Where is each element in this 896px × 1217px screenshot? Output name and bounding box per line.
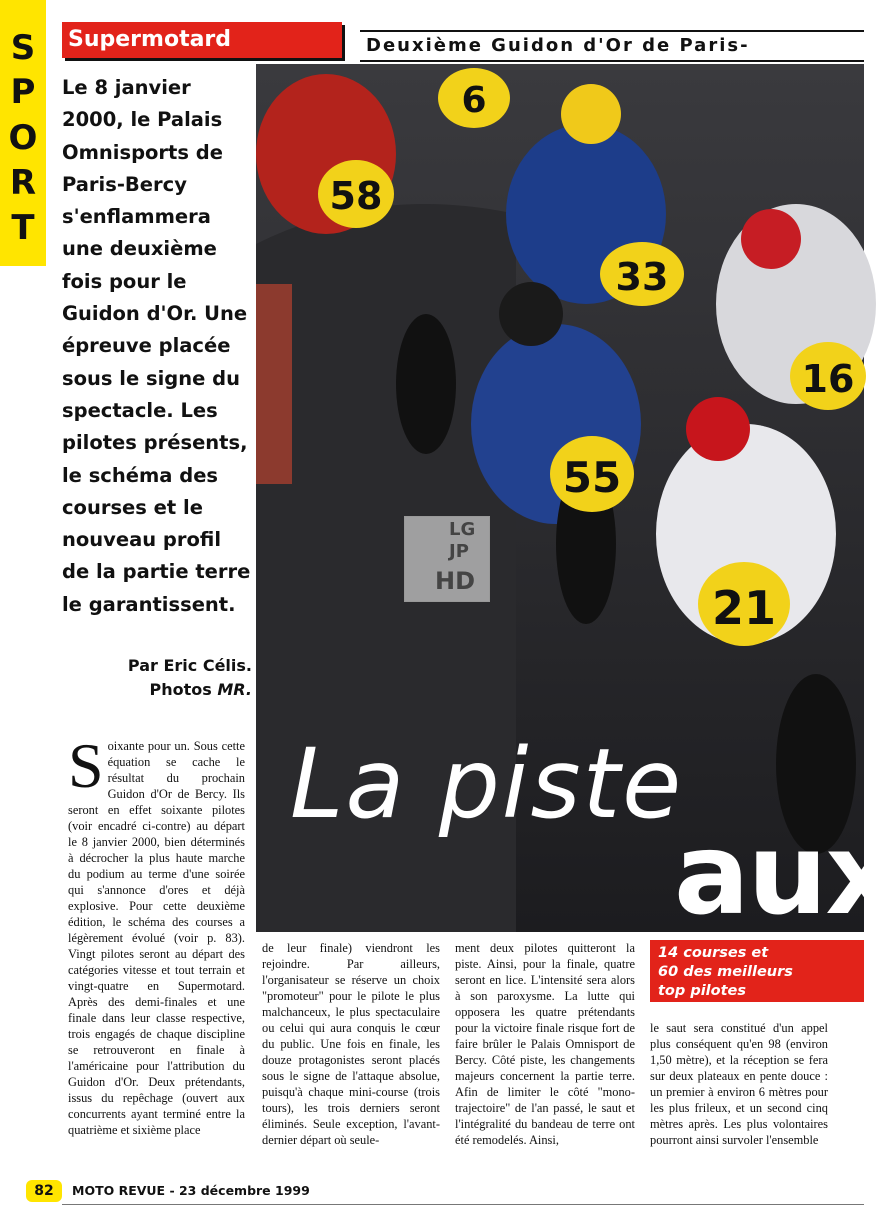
number-plate — [600, 242, 684, 306]
section-side-tab — [0, 0, 46, 266]
footer-publication: MOTO REVUE - 23 décembre 1999 — [72, 1183, 310, 1198]
side-tab-letter: O — [8, 118, 38, 158]
number-plate — [550, 436, 634, 512]
body-column-2: de leur finale) viendront les rejoindre. Par ailleurs, l'organisateur se réserve un choix "promoteur" pour le pilote le plus malchanceux, le plus spectaculaire ou celui qui aura conquis le cœur du public. Une fois en finale, les douze protagonistes seront placés sous le signe de l'attaque absolue, puisqu'à chaque mini-course (trois tours), les trois derniers seront éliminés. Seule exception, l'avant-dernier départ où seule- — [262, 941, 440, 1147]
number-plate — [438, 68, 510, 128]
byline-photos-credit: MR. — [217, 680, 252, 699]
plate-number: 33 — [615, 255, 669, 299]
lead-paragraph: Le 8 janvier 2000, le Palais Omnisports de Paris-Bercy s'enflammera une deuxième fois pour le Guidon d'Or. Une épreuve placée sous le signe du spectacle. Les pilotes présents, le schéma des courses et le nouveau profil de la partie terre le garantissent. — [62, 76, 251, 616]
body-column-4: le saut sera constitué d'un appel plus conséquent qu'en 98 (environ 1,50 mètre), et la réception se fera sur deux plateaux en pente douce : un premier à environ 6 mètres pour les plus frileux, et un second cinq mètres après. Les plus volontaires pourront ainsi survoler l'ensemble — [650, 1021, 828, 1147]
number-plate — [790, 342, 866, 410]
watermark-line: JP — [449, 541, 469, 562]
headline-bar — [360, 30, 864, 62]
side-tab-letter: P — [10, 72, 36, 112]
article-title-line1: La piste — [290, 728, 684, 840]
helmet — [499, 282, 563, 346]
number-plate — [318, 160, 394, 228]
plate-number: 55 — [562, 453, 622, 502]
helmet — [686, 397, 750, 461]
number-plate — [698, 562, 790, 646]
side-tab-letter: T — [11, 208, 35, 248]
helmet — [561, 84, 621, 144]
section-label: Supermotard — [62, 22, 342, 58]
byline-photos-label: Photos — [149, 680, 212, 699]
drop-cap: S — [68, 730, 104, 801]
wheel — [396, 314, 456, 454]
footer-rule — [62, 1204, 864, 1205]
side-tab-letter: R — [9, 163, 37, 203]
plate-number: 16 — [801, 357, 855, 401]
byline-photos — [62, 678, 252, 702]
byline-author: Par Eric Célis. — [127, 656, 252, 675]
byline — [62, 654, 252, 702]
body-column-1-text: oixante pour un. Sous cette équation se cache le résultat du prochain Guidon d'Or de Bercy. Ils seront en effet soixante pilotes (voir encadré ci-contre) au départ le 8 janvier 2000, bien déterminés à décrocher la plus haute marche du podium au terme d'une soirée qui s'annonce d'ores et déjà explosive. Pour cette deuxième édition, le schéma des courses a légèrement évolué (voir p. 83). Vingt pilotes seront au départ des catégories vitesse et tout terrain et vingt-quatre en Supermotard. Après des demi-finales et une finale dans leur classe respective, trois engagés de chaque discipline se retrouveront en finale à l'américaine pour l'attribution du Guidon d'Or. Deux prétendants, issus du repêchage (ouvert aux concurrents ayant terminé entre la quatrième et sixième place — [68, 739, 245, 1137]
sidebar-box-line: 60 des meilleurs — [658, 964, 793, 980]
article-title-line2: aux — [674, 810, 896, 940]
plate-number: 21 — [711, 581, 777, 635]
headline-text: Deuxième Guidon d'Or de Paris- — [366, 35, 750, 56]
plate-number: 6 — [461, 80, 487, 121]
helmet — [741, 209, 801, 269]
sidebar-box-line: top pilotes — [658, 983, 746, 999]
body-column-1 — [68, 730, 245, 1138]
sidebar-box-line: 14 courses et — [658, 945, 769, 961]
watermark-line: HD — [435, 567, 476, 595]
watermark-logo — [404, 516, 490, 602]
barrier — [256, 284, 292, 484]
page-number: 82 — [26, 1180, 62, 1202]
plate-number: 58 — [329, 174, 383, 218]
body-column-3: ment deux pilotes quitteront la piste. Ainsi, pour la finale, quatre seront en lice. L'intensité sera alors à son paroxysme. La lutte qui opposera les quatre prétendants pour la victoire finale risque fort de faire brûler le Palais Omnisport de Bercy. Côté piste, les changements majeurs concernent la partie terre. Afin de limiter le côté "mono-trajectoire" de l'an passé, le saut et l'intégralité du bandeau de terre ont été remodelés. Ainsi, — [455, 941, 635, 1147]
watermark-line: LG — [449, 519, 476, 540]
side-tab-letter: S — [10, 28, 36, 68]
sidebar-box-heading — [650, 940, 864, 1002]
